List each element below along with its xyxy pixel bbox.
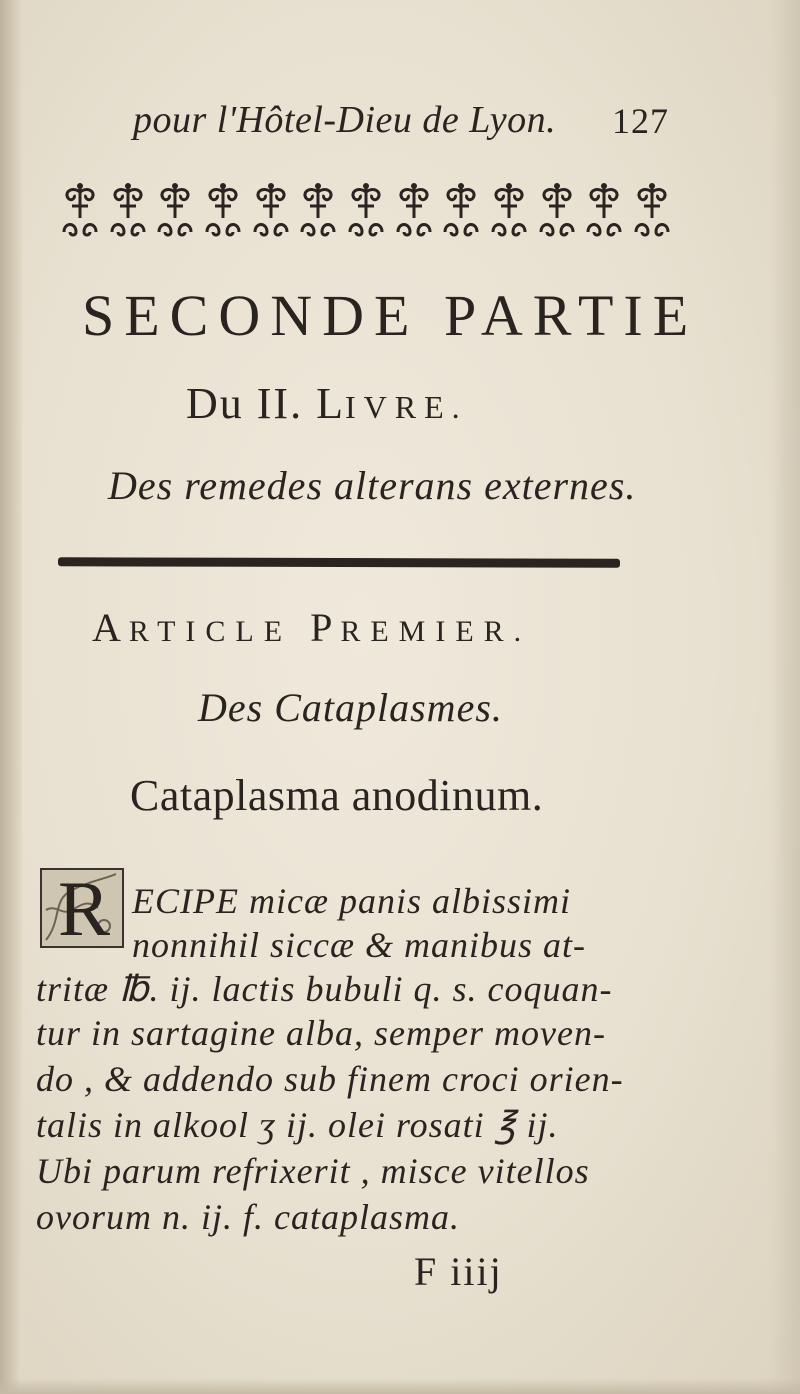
article-heading xyxy=(92,604,531,651)
recipe-line: talis in alkool ʒ ij. olei rosati ℥ ij. xyxy=(36,1105,559,1145)
fleuron-ornament-icon xyxy=(155,182,195,240)
recipe-line: ovorum n. ij. f. cataplasma. xyxy=(36,1197,460,1237)
page-number: 127 xyxy=(612,101,669,141)
book-subtitle-word-rest: IVRE. xyxy=(344,389,468,425)
recipe-line: nonnihil siccæ & manibus at- xyxy=(132,925,586,965)
decorated-initial xyxy=(40,868,124,948)
fleuron-ornament-icon xyxy=(203,182,243,240)
fleuron-ornament-icon xyxy=(632,182,672,240)
fleuron-ornament-icon xyxy=(489,182,529,240)
fleuron-ornament-icon xyxy=(584,182,624,240)
recipe-line: do , & addendo sub finem croci orien- xyxy=(36,1059,624,1099)
fleuron-ornament-icon xyxy=(537,182,577,240)
fleuron-ornament-icon xyxy=(441,182,481,240)
book-subtitle-word-initial: L xyxy=(316,379,345,428)
recipe-line: ECIPE micæ panis albissimi xyxy=(132,881,571,921)
article-initial-2: P xyxy=(310,605,341,650)
drop-cap: R xyxy=(58,868,111,948)
page-edge xyxy=(770,0,800,1394)
page-bottom-edge xyxy=(0,1378,800,1394)
fleuron-ornament-icon xyxy=(346,182,386,240)
fleuron-ornament-icon xyxy=(298,182,338,240)
running-head: pour l'Hôtel-Dieu de Lyon. xyxy=(133,99,557,141)
horizontal-rule xyxy=(58,557,620,567)
article-rest-1: RTICLE xyxy=(128,615,293,648)
part-title: SECONDE PARTIE xyxy=(82,283,699,348)
recipe-line: tritæ ℔. ij. lactis bubuli q. s. coquan- xyxy=(36,969,613,1009)
recipe-title: Cataplasma anodinum. xyxy=(130,771,544,820)
ornament-band xyxy=(60,180,672,242)
fleuron-ornament-icon xyxy=(60,182,100,240)
recipe-line: Ubi parum refrixerit , misce vitellos xyxy=(36,1151,590,1191)
fleuron-ornament-icon xyxy=(108,182,148,240)
book-subtitle xyxy=(186,378,468,429)
book-subtitle-numeral: II. xyxy=(256,379,304,428)
book-subtitle-du: Du xyxy=(186,379,244,428)
topic-heading: Des Cataplasmes. xyxy=(198,685,503,730)
fleuron-ornament-icon xyxy=(394,182,434,240)
article-initial-1: A xyxy=(92,605,129,650)
page-gutter xyxy=(0,0,22,1394)
recipe-line: tur in sartagine alba, semper moven- xyxy=(36,1013,606,1053)
section-subtitle: Des remedes alterans externes. xyxy=(108,463,637,508)
fleuron-ornament-icon xyxy=(251,182,291,240)
article-rest-2: REMIER. xyxy=(340,615,532,648)
signature-mark: F iiij xyxy=(414,1249,503,1294)
